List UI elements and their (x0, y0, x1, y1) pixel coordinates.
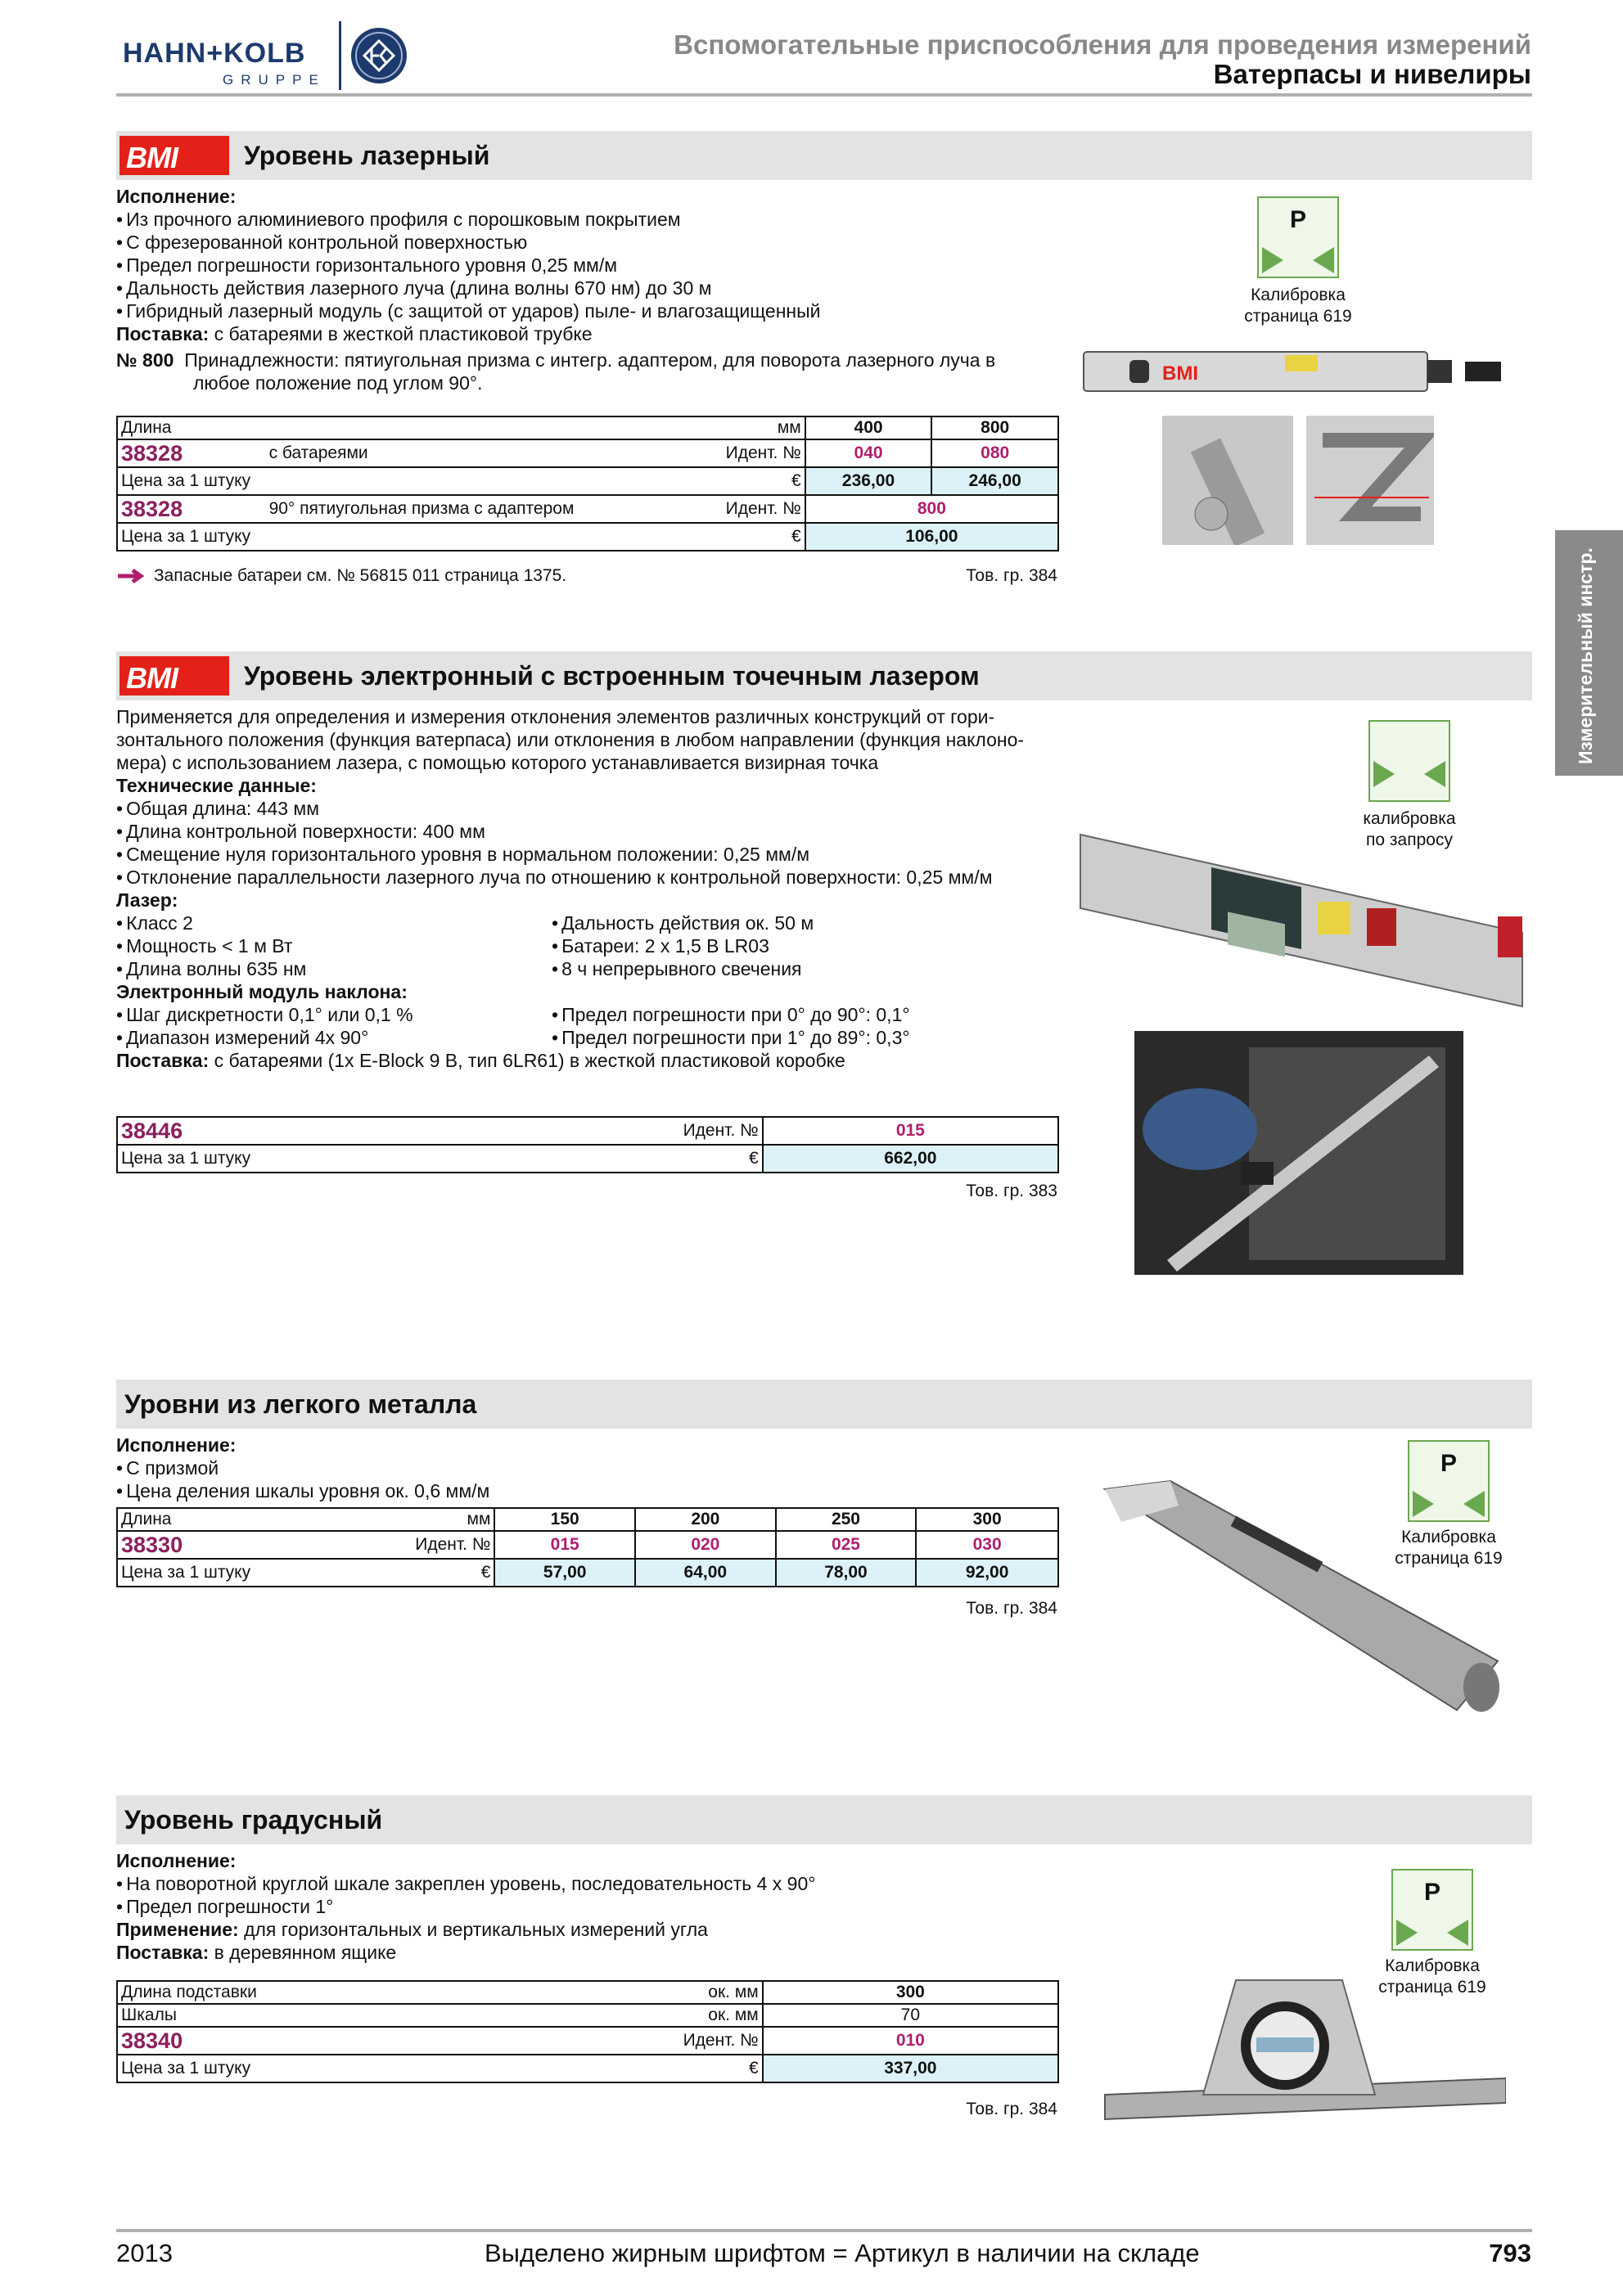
delivery-line: Поставка: в деревянном ящике (116, 1942, 397, 1963)
product-group: Тов. гр. 383 (966, 1182, 1057, 1200)
exec-heading: Исполнение: (116, 1850, 237, 1871)
spec-item: • Предел погрешности при 0° до 90°: 0,1° (552, 1003, 987, 1026)
spec-item: • Предел погрешности при 1° до 89°: 0,3° (552, 1026, 987, 1049)
exec-heading: Исполнение: (116, 1434, 237, 1456)
brand-name: HAHN+KOLB (123, 38, 306, 69)
calibration-badge[interactable]: P (1257, 196, 1339, 278)
section-bar-degree-level (116, 1795, 1532, 1844)
ident-label: Идент. № (258, 1531, 494, 1559)
spec-item: • 8 ч непрерывного свечения (552, 957, 987, 980)
accessory-line-2: любое положение под углом 90°. (193, 372, 483, 394)
ident-number[interactable]: 025 (776, 1531, 917, 1559)
section-title: Уровни из легкого металла (124, 1389, 477, 1419)
light-metal-description (116, 1434, 1057, 1502)
ident-number[interactable]: 015 (763, 1117, 1058, 1145)
exec-heading: Исполнение: (116, 186, 237, 207)
accessory-line: № 800 Принадлежности: пятиугольная призма с интегр. адаптером, для поворота лазерного луча в (116, 349, 996, 371)
header-subcategory: Ватерпасы и нивелиры (1213, 59, 1531, 89)
ident-label: Идент. № (297, 2027, 763, 2055)
feature-item: • Предел погрешности горизонтального уровня 0,25 мм/м (116, 254, 1057, 277)
brand-group: GRUPPE (223, 72, 326, 88)
price-value: 64,00 (635, 1559, 776, 1587)
unit-label: ок. мм (297, 2004, 763, 2027)
intro-line: зонтального положения (функция ватерпаса) или отклонения в любом направлении (функция наклоно- (116, 729, 1025, 750)
price-label: Цена за 1 штуку (117, 523, 707, 551)
spec-item: • Батареи: 2 x 1,5 В LR03 (552, 934, 987, 957)
section-bar-electronic-level (116, 651, 1532, 700)
spec-item: • Класс 2 (116, 912, 552, 934)
intro-line: мера) с использованием лазера, с помощью которого устанавливается визирная точка (116, 752, 879, 773)
ident-number[interactable]: 800 (805, 495, 1058, 523)
price-value: 78,00 (776, 1559, 917, 1587)
currency: € (258, 1559, 494, 1587)
length-label: Длина (117, 1508, 258, 1531)
hahn-kolb-logo (116, 18, 419, 92)
article-number[interactable]: 38328 (117, 495, 258, 523)
scale-value: 70 (763, 2004, 1058, 2027)
laser-level-description (116, 185, 1057, 394)
unit-label: мм (707, 416, 805, 439)
laser-detail-image-2 (1306, 416, 1434, 545)
spec-item: • Шаг дискретности 0,1° или 0,1 % (116, 1003, 552, 1026)
feature-item: • На поворотной круглой шкале закреплен уровень, последовательность 4 x 90° (116, 1872, 1057, 1895)
logo-divider (339, 21, 341, 90)
feature-item: • Дальность действия лазерного луча (длина волны 670 нм) до 30 м (116, 277, 1057, 299)
footer-year: 2013 (116, 2239, 173, 2267)
electronic-level-description (116, 705, 1057, 1072)
length-value: 150 (494, 1508, 635, 1531)
unit-label: ок. мм (297, 1981, 763, 2004)
section-title: Уровень градусный (124, 1805, 383, 1835)
product-group: Тов. гр. 384 (966, 566, 1057, 585)
currency: € (297, 1145, 763, 1173)
ident-label: Идент. № (707, 495, 805, 523)
spec-item: • Мощность < 1 м Вт (116, 934, 552, 957)
header-rule (116, 93, 1532, 97)
calibration-arrows-icon (1370, 722, 1449, 800)
unit-label: мм (258, 1508, 494, 1531)
bmi-logo: BMI (119, 656, 229, 696)
ident-number[interactable]: 020 (635, 1531, 776, 1559)
footer-rule (116, 2229, 1532, 2232)
laser-detail-image-1 (1162, 416, 1293, 545)
bmi-logo: BMI (119, 136, 229, 175)
currency: € (707, 467, 805, 495)
feature-item: • Цена деления шкалы уровня ок. 0,6 мм/м (116, 1479, 1057, 1502)
svg-text:BMI: BMI (1162, 362, 1198, 385)
ident-label: Идент. № (297, 1117, 763, 1145)
section-bar-light-metal (116, 1380, 1532, 1429)
price-label: Цена за 1 штуку (117, 467, 707, 495)
feature-item: • С фрезерованной контрольной поверхностью (116, 231, 1057, 254)
module-specs (116, 1003, 1057, 1049)
electronic-level-usage-photo (1134, 1031, 1463, 1275)
scale-label: Шкалы (117, 2004, 297, 2027)
module-heading: Электронный модуль наклона: (116, 981, 408, 1002)
header-category: Вспомогательные приспособления для проведения измерений (674, 29, 1531, 60)
price-value: 662,00 (763, 1145, 1058, 1173)
article-number[interactable]: 38330 (117, 1531, 258, 1559)
price-value: 337,00 (763, 2055, 1058, 2082)
ident-number[interactable]: 040 (805, 439, 932, 467)
row-description: 90° пятиугольная призма с адаптером (258, 495, 707, 523)
section-bar-laser-level (116, 131, 1532, 180)
section-title: Уровень электронный с встроенным точечным лазером (244, 661, 980, 691)
article-number[interactable]: 38340 (117, 2027, 297, 2055)
ident-number[interactable]: 080 (931, 439, 1058, 467)
degree-level-price-table (116, 1980, 1059, 2083)
price-label: Цена за 1 штуку (117, 2055, 297, 2082)
page-number: 793 (1489, 2239, 1531, 2267)
tech-item: • Общая длина: 443 мм (116, 797, 1057, 820)
tech-item: • Смещение нуля горизонтального уровня в нормальном положении: 0,25 мм/м (116, 843, 1057, 866)
laser-specs (116, 912, 1057, 980)
calibration-arrows-icon (1259, 198, 1337, 277)
feature-item: • Гибридный лазерный модуль (с защитой от ударов) пыле- и влагозащищенный (116, 299, 1057, 322)
calibration-label: калибровка по запросу (1363, 809, 1456, 849)
length-value: 400 (805, 416, 932, 439)
calibration-label: Калибровка страница 619 (1378, 1956, 1486, 1997)
length-value: 800 (931, 416, 1058, 439)
ident-number[interactable]: 015 (494, 1531, 635, 1559)
tech-item: • Длина контрольной поверхности: 400 мм (116, 820, 1057, 843)
length-value: 200 (635, 1508, 776, 1531)
delivery-line: Поставка: с батареями в жесткой пластиковой трубке (116, 323, 593, 344)
light-metal-price-table (116, 1507, 1059, 1587)
side-tab[interactable] (1555, 530, 1623, 776)
price-value: 236,00 (805, 467, 932, 495)
electronic-level-price-table (116, 1116, 1059, 1173)
side-tab-label: Измерительный инстр. (1575, 547, 1596, 764)
row-description: с батареями (258, 439, 707, 467)
degree-level-image (1097, 1972, 1506, 2144)
ident-label: Идент. № (707, 439, 805, 467)
article-number[interactable]: 38446 (117, 1117, 297, 1145)
delivery-line: Поставка: с батареями (1x E-Block 9 В, тип 6LR61) в жесткой пластиковой коробке (116, 1050, 845, 1071)
price-value: 106,00 (805, 523, 1058, 551)
price-value: 57,00 (494, 1559, 635, 1587)
intro-line: Применяется для определения и измерения отклонения элементов различных конструкций от гори- (116, 706, 995, 727)
spec-item: • Диапазон измерений 4x 90° (116, 1026, 552, 1049)
electronic-level-image (1072, 826, 1531, 1015)
length-label: Длина (117, 416, 707, 439)
degree-level-description (116, 1849, 1057, 1964)
calibration-arrows-icon (1393, 1871, 1472, 1949)
laser-heading: Лазер: (116, 889, 178, 911)
footer-note: Выделено жирным шрифтом = Артикул в наличии на складе (485, 2239, 1200, 2267)
laser-level-price-table (116, 416, 1059, 551)
price-label: Цена за 1 штуку (117, 1559, 258, 1587)
ident-number[interactable]: 030 (916, 1531, 1058, 1559)
feature-item: • Предел погрешности 1° (116, 1895, 1057, 1918)
product-group: Тов. гр. 384 (966, 1599, 1057, 1618)
laser-level-image (1080, 344, 1506, 399)
price-label: Цена за 1 штуку (117, 1145, 297, 1173)
product-group: Тов. гр. 384 (966, 2100, 1057, 2118)
length-value: 300 (916, 1508, 1058, 1531)
use-line: Применение: для горизонтальных и вертикальных измерений угла (116, 1919, 708, 1940)
spec-item: • Дальность действия ок. 50 м (552, 912, 987, 934)
article-number[interactable]: 38328 (117, 439, 258, 467)
spec-item: • Длина волны 635 нм (116, 957, 552, 980)
feature-item: • Из прочного алюминиевого профиля с порошковым покрытием (116, 208, 1057, 231)
base-length-label: Длина подставки (117, 1981, 297, 2004)
calibration-badge[interactable] (1368, 720, 1450, 802)
calibration-badge[interactable]: P (1391, 1869, 1473, 1951)
section-title: Уровень лазерный (244, 141, 490, 170)
hk-seal-icon (349, 26, 408, 85)
battery-note[interactable] (116, 566, 566, 586)
ident-number[interactable]: 010 (763, 2027, 1058, 2055)
calibration-label: Калибровка страница 619 (1395, 1528, 1503, 1568)
length-value: 250 (776, 1508, 917, 1531)
currency: € (707, 523, 805, 551)
feature-item: • С призмой (116, 1456, 1057, 1479)
tech-item: • Отклонение параллельности лазерного луча по отношению к контрольной поверхности: 0,25 мм/м (116, 866, 1057, 889)
calibration-label: Калибровка страница 619 (1244, 286, 1352, 326)
price-value: 92,00 (916, 1559, 1058, 1587)
calibration-badge[interactable]: P (1408, 1440, 1490, 1522)
tech-heading: Технические данные: (116, 775, 317, 796)
currency: € (297, 2055, 763, 2082)
battery-note-text: Запасные батареи см. № 56815 011 страница 1375. (153, 566, 567, 585)
base-length-value: 300 (763, 1981, 1058, 2004)
light-metal-level-image (1097, 1473, 1506, 1718)
price-value: 246,00 (931, 467, 1058, 495)
arrow-right-icon (116, 569, 149, 583)
